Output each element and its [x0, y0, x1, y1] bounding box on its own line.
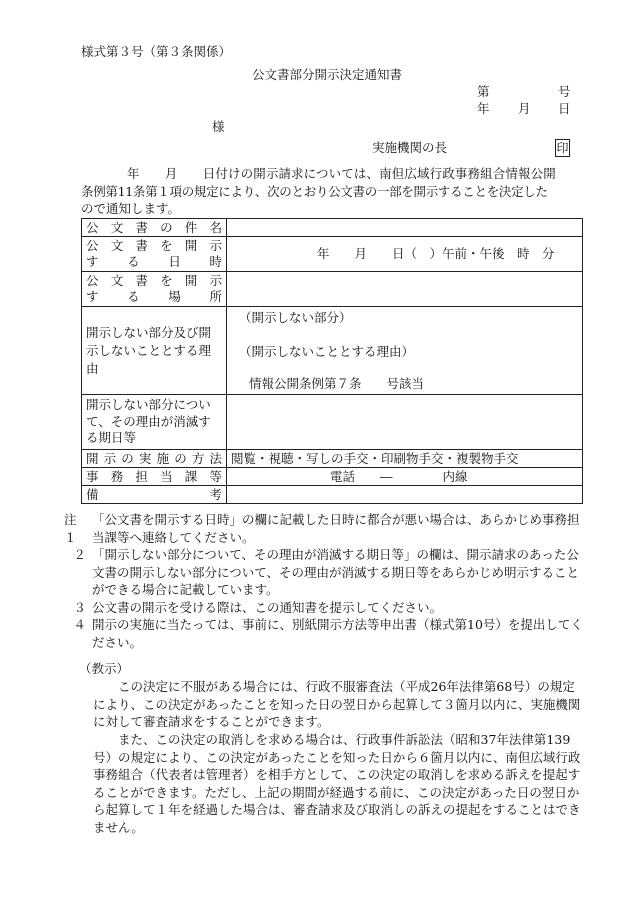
undisclosed-part: （開示しない部分） — [239, 310, 352, 325]
addressee-suffix: 様 — [212, 119, 225, 134]
label-undisclosed: 開示しない部分及び開示しないこととする理由 — [82, 307, 227, 395]
row-dept — [82, 468, 583, 486]
note-1 — [64, 511, 588, 546]
row-expiry — [82, 395, 583, 450]
label-date-line-2: す る 日 時 — [86, 254, 222, 269]
date-day: 日 — [558, 101, 571, 116]
doc-number-prefix: 第 — [477, 84, 490, 99]
value-place — [227, 272, 583, 307]
row-method — [82, 450, 583, 468]
row-doc-name — [82, 219, 583, 237]
label-method — [82, 450, 227, 468]
seal-text: 印 — [556, 141, 569, 155]
doc-number-suffix: 号 — [558, 84, 571, 99]
value-doc-name — [227, 219, 583, 237]
value-dept: 電話 ― 内線 — [227, 468, 583, 486]
note-2-number: ２ — [73, 547, 86, 562]
note-3-number: ３ — [73, 599, 86, 615]
value-method: 閲覧・視聴・写しの手交・印刷物手交・複製物手交 — [227, 450, 583, 468]
seal-mark — [555, 139, 570, 157]
label-date — [82, 237, 227, 272]
form-number: 様式第３号（第３条関係） — [81, 44, 232, 59]
document-title: 公文書部分開示決定通知書 — [252, 67, 403, 82]
value-expiry — [227, 395, 583, 450]
note-4 — [64, 616, 588, 651]
label-date-line-1: 公 文 書 を 開 示 — [86, 238, 222, 253]
label-place — [82, 272, 227, 307]
instruction-paragraph-2: また、この決定の取消しを求める場合は、行政事件訴訟法（昭和37年法律第139号）の規定により、この決定があったことを知った日から６箇月以内に、南但広域行政事務組合（代表者は管理者）を相手方として、この決定の取消しを求める訴えを提起することができます。ただし、上記の期間が経過する前に、この決定があった日の翌日から起算して１年を経過した場合は、審査請求及び取消しの訴えの提起をすることはできません。 — [93, 732, 581, 835]
note-3 — [64, 599, 588, 617]
intro-line-3: ので通知します。 — [81, 201, 181, 216]
intro-line-1: 年 月 日付けの開示請求については、南但広域行政事務組合情報公開 — [127, 166, 556, 181]
label-remarks — [82, 486, 227, 504]
value-remarks — [227, 486, 583, 504]
label-doc-name-text: 公 文 書 の 件 名 — [86, 219, 222, 235]
label-place-line-2: す る 場 所 — [86, 289, 222, 304]
row-date — [82, 237, 583, 272]
undisclosed-reason: （開示しないこととする理由） — [239, 344, 415, 359]
note-4-number: ４ — [73, 617, 86, 632]
label-dept — [82, 468, 227, 486]
label-remarks-text: 備 考 — [86, 486, 222, 502]
undisclosed-clause: 情報公開条例第７条 号該当 — [249, 376, 425, 391]
row-remarks — [82, 486, 583, 504]
instruction-paragraph-1: この決定に不服がある場合には、行政不服審査法（平成26年法律第68号）の規定により、この決定があったことを知った日の翌日から起算して３箇月以内に、実施機関に対して審査請求をすることができます。 — [93, 679, 581, 729]
instruction-heading: （教示） — [79, 661, 130, 676]
notes-section — [64, 511, 588, 651]
intro-line-2: 条例第11条第１項の規定により、次のとおり公文書の一部を開示することを決定した — [81, 184, 548, 199]
row-place — [82, 272, 583, 307]
disclosure-table — [81, 218, 583, 504]
date-month: 月 — [518, 101, 531, 116]
note-2 — [64, 546, 588, 599]
note-3-text: 公文書の開示を受ける際は、この通知書を提示してください。 — [92, 599, 443, 615]
date-year: 年 — [477, 101, 490, 116]
label-dept-text: 事 務 担 当 課 等 — [86, 468, 222, 484]
label-doc-name — [82, 219, 227, 237]
value-undisclosed — [227, 307, 583, 395]
row-undisclosed — [82, 307, 583, 395]
issuer-label: 実施機関の長 — [372, 140, 448, 155]
label-method-text: 開 示 の 実 施 の 方 法 — [86, 450, 222, 466]
label-place-line-1: 公 文 書 を 開 示 — [86, 273, 222, 288]
note-1-text: 「公文書を開示する日時」の欄に記載した日時に都合が悪い場合は、あらかじめ事務担当課等へ連絡してください。 — [92, 512, 580, 545]
note-2-text: 「開示しない部分について、その理由が消滅する期日等」の欄は、開示請求のあった公文書の開示しない部分について、その理由が消滅する期日等をあらかじめ明示することができる場合に記載しています。 — [92, 547, 580, 597]
note-4-text: 開示の実施に当たっては、事前に、別紙開示方法等申出書（様式第10号）を提出してください。 — [92, 617, 583, 650]
note-1-number: 注１ — [64, 512, 77, 545]
value-date: 年 月 日（ ）午前・午後 時 分 — [227, 237, 583, 272]
label-expiry: 開示しない部分について、その理由が消滅する期日等 — [82, 395, 227, 450]
